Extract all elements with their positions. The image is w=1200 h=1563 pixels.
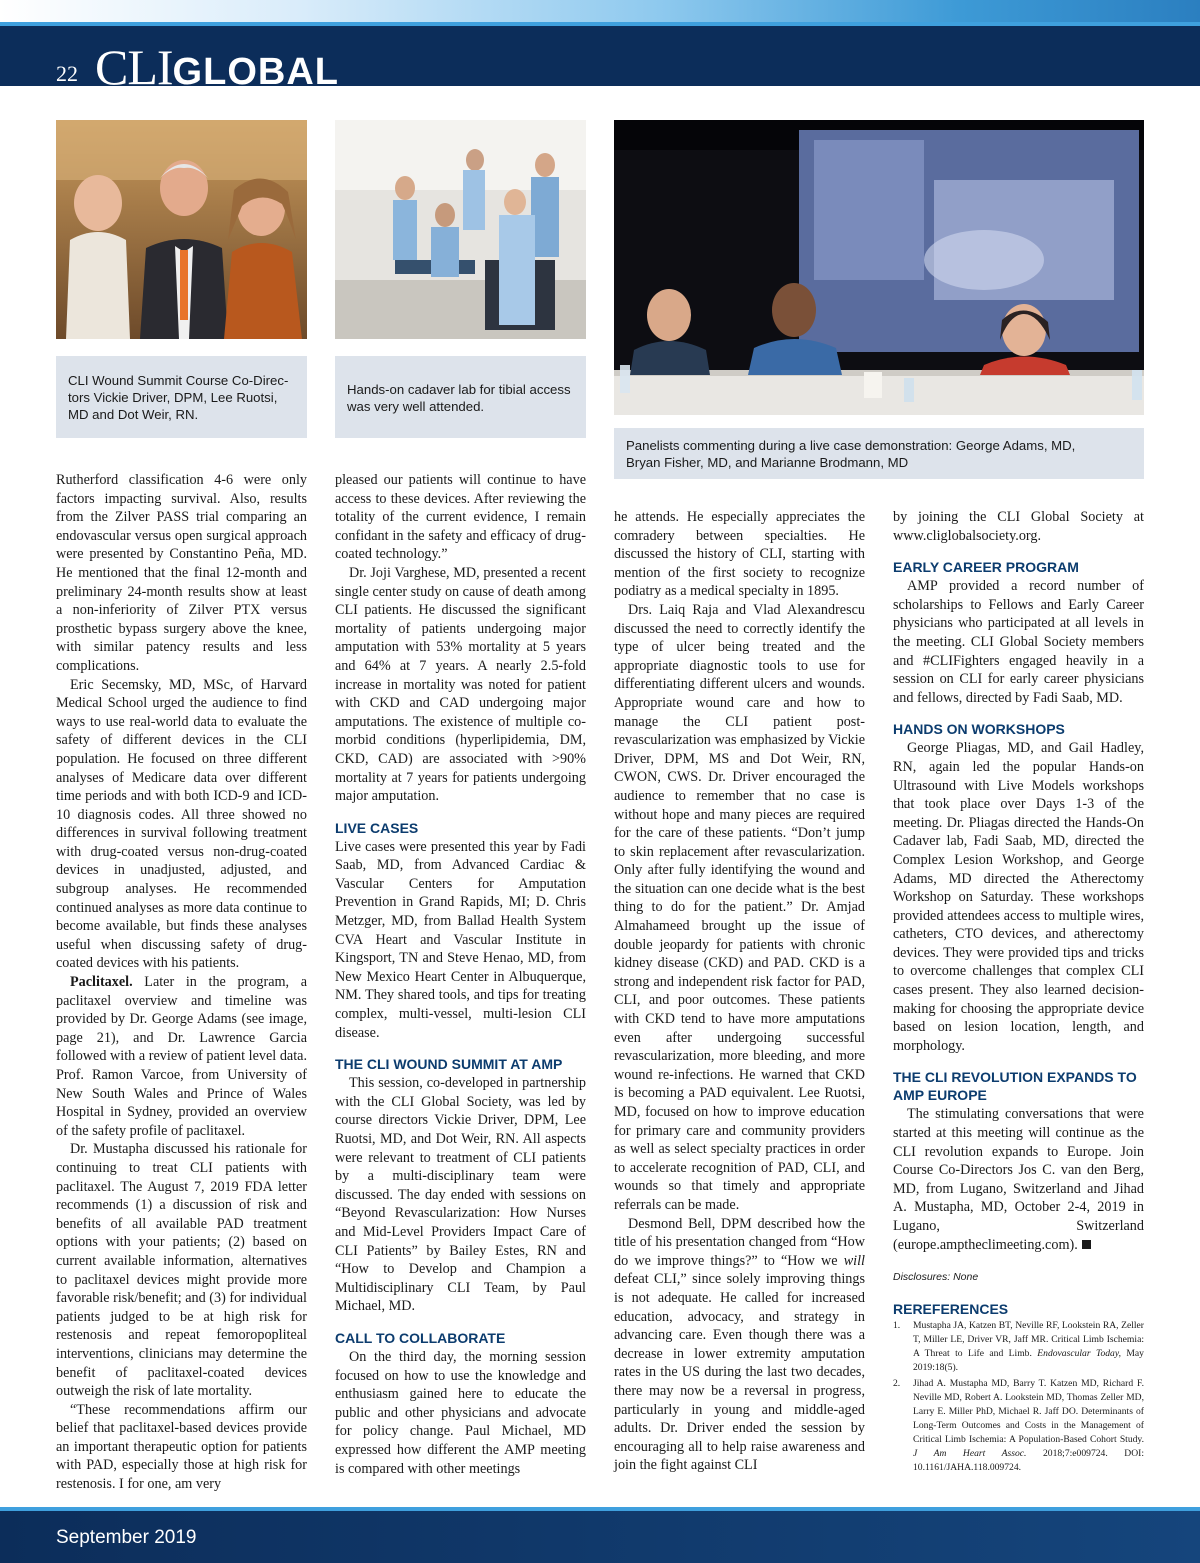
reference-tail: 2018;7:e009724. DOI: 10.1161/JAHA.118.009724.: [913, 1447, 1144, 1473]
section-heading: LIVE CASES: [335, 819, 419, 836]
body-paragraph: “These recommendations affirm our belief that paclitaxel-based devices provide an important therapeutic option for patients with PAD, especially those at high risk for restenosis. I for one, am very: [56, 1401, 307, 1493]
body-paragraph: On the third day, the morning session focused on how to use the knowledge and enthusiasm gained here to educate the public and other physicians and advocate for policy change. Paul Michael, MD expressed how different the AMP meeting is compared with other meetings: [335, 1348, 586, 1477]
footer-rule: [0, 1507, 1200, 1511]
reference-item: [893, 1377, 1144, 1475]
body-paragraph: [56, 973, 307, 1140]
references-list: [893, 1319, 1144, 1475]
reference-journal: J Am Heart Assoc.: [913, 1447, 1027, 1459]
logo-cli-text: CLI: [95, 39, 173, 86]
run-in-head: Paclitaxel.: [70, 974, 133, 991]
issue-date: September 2019: [56, 1527, 197, 1548]
paragraph-text: Desmond Bell, DPM described how the title of his presentation changed from “How do we improve things?” to “How we: [614, 1215, 865, 1269]
caption-line: Bryan Fisher, MD, and Marianne Brodmann, MD: [626, 455, 909, 470]
section-heading: HANDS ON WORKSHOPS: [893, 721, 1065, 738]
cli-global-logo: [95, 38, 339, 86]
body-paragraph: [614, 1215, 865, 1475]
reference-item: [893, 1319, 1144, 1375]
paragraph-text: The stimulating conversations that were started at this meeting will continue as the CLI revolution expands to Europe. Join Course Co-Directors Jos C. van den Berg, MD, from Lugano, Switzerland and Jihad A. Mustapha, MD, October 2-4, 2019 in Lugano, Switzerland (europe.amptheclimeeting.com).: [893, 1106, 1144, 1253]
logo-global-text: GLOBAL: [172, 51, 339, 86]
course-co-directors-photo: [56, 120, 307, 339]
reference-journal: Endovascular Today,: [1037, 1347, 1121, 1359]
body-paragraph: Dr. Joji Varghese, MD, presented a recent single center study on cause of death among CLI patients. He discussed the significant mortality of patients undergoing major amputation with 53% mortality at 5 years and 64% at 7 years. A nearly 2.5-fold increase in mortality was noted for patient with CKD and CAD undergoing major amputations. The existence of multiple co-morbid conditions (hyperlipidemia, DM, CKD, CAD) are associated with >90% mortality at 7 years for patients undergoing major amputation.: [335, 564, 586, 805]
reference-number: 1.: [893, 1319, 901, 1331]
body-paragraph: Live cases were presented this year by Fadi Saab, MD, from Advanced Cardiac & Vascular Centers for Amputation Prevention in Grand Rapids, MI; D. Chris Metzger, MD, from Ballad Health System CVA Heart and Vascular Institute in Kingsport, TN and Steve Henao, MD, from New Mexico Heart Center in Albuquerque, NM. They shared tools, and tips for treating complex, multi-vessel, multi-lesion CLI disease.: [335, 838, 586, 1041]
paragraph-text: Later in the program, a paclitaxel overview and timeline was provided by Dr. George Adams (see image, page 21), and Dr. Lawrence Garcia followed with a review of patient level data. Prof. Ramon Varcoe, from University of New South Wales and Prince of Wales Hospital in Sydney, provided an overview of the safety profile of paclitaxel.: [56, 974, 307, 1139]
section-heading: CALL TO COLLABORATE: [335, 1329, 506, 1346]
references-heading: REREFERENCES: [893, 1300, 1009, 1317]
caption-line: MD and Dot Weir, RN.: [68, 407, 199, 422]
caption-line: CLI Wound Summit Course Co-Direc-: [68, 373, 289, 388]
body-paragraph: Drs. Laiq Raja and Vlad Alexandrescu discussed the need to correctly identify the type of ulcer being treated and the appropriate diagnostic tools to use for differentiating different ulcers and wounds. Appropriate wound care and how to manage the CLI patient post-revascularization was emphasized by Vickie Driver, DPM, MS and Dot Weir, RN, CWON, CWS. Dr. Driver encouraged the audience to remember that no case is without hope and many pieces are required for the care of these patients. “Don’t jump to skin replacement after revascularization. Only after fully identifying the wound and the situation can one decide what is the best thing to do for the patient.” Dr. Amjad Almahameed brought up the issue of double jeopardy for patients with chronic kidney disease (CKD) and PAD. CKD is a strong and independent risk factor for PAD, CLI, and poor outcomes. These patients with CKD tend to have more amputations even after undergoing successful revascularization, more bleeding, and more wound re-infections. He warned that CKD is becoming a PAD equivalent. Lee Ruotsi, MD, focused on how to improve education for primary care and community providers as well as select specialty practices in order to accelerate recognition of PAD, CLI, and wounds so that timely and appropriate referrals can be made.: [614, 601, 866, 1213]
article-column-3: [614, 508, 865, 1475]
paragraph-text: defeat CLI,” since solely improving things is not adequate. He called for increased education, advocacy, and strategy in advancing care. Even though there was a decrease in lower extremity amputation rates in the US during the last two decades, there may now be a reversal in progress, particularly in young and middle-aged adults. Dr. Driver ended the session by encouraging all to help raise awareness and join the fight against CLI: [614, 1271, 865, 1474]
section-heading: EARLY CAREER PROGRAM: [893, 559, 1079, 576]
photo-caption: [614, 428, 1144, 479]
masthead-rule: [0, 22, 1200, 26]
cadaver-lab-photo: [335, 120, 586, 339]
end-mark-icon: [1082, 1240, 1091, 1249]
body-paragraph: [893, 1105, 1144, 1254]
caption-line: Panelists commenting during a live case demonstration: George Adams, MD,: [626, 438, 1076, 453]
body-paragraph: AMP provided a record number of scholarships to Fellows and Early Career physicians who participated at all levels in the meeting. CLI Global Society members and #CLIFighters engaged heavily in a session on CLI for early career physicians and fellows, directed by Fadi Saab, MD.: [893, 578, 1144, 706]
photo-caption: [335, 356, 586, 438]
body-paragraph: George Pliagas, MD, and Gail Hadley, RN, again led the popular Hands-on Ultrasound with Live Models workshops that took place over Days 1-3 of the meeting. Dr. Pliagas directed the Hands-On Cadaver lab, Fadi Saab, MD, directed the Complex Lesion Workshop, and George Adams, MD directed the Atherectomy Workshop on Saturday. These workshops provided attendees access to multiple wires, catheters, CTO devices, and atherectomy devices. They were provided tips and tricks to overcome challenges that complex CLI cases present. They also learned decision-making for choosing the appropriate device based on lesion location, length, and morphology.: [893, 740, 1144, 1054]
body-paragraph: by joining the CLI Global Society at www.cliglobalsociety.org.: [893, 509, 1144, 544]
disclosures-note: Disclosures: None: [893, 1271, 979, 1284]
body-paragraph: This session, co-developed in partnership with the CLI Global Society, was led by course directors Vickie Driver, DPM, Lee Ruotsi, MD, and Dot Weir, RN. All aspects were relevant to treatment of CLI patients by a multi-disciplinary team were discussed. The day ended with sessions on “Beyond Revascularization: How Nurses and Mid-Level Providers Impact Care of CLI Patients” by Bailey Estes, RN and “How to Develop and Champion a Multidisciplinary CLI Team, by Paul Michael, MD.: [335, 1075, 586, 1315]
section-heading: THE CLI REVOLUTION EXPANDS TO AMP EUROPE: [893, 1069, 1137, 1104]
body-paragraph: Dr. Mustapha discussed his rationale for continuing to treat CLI patients with paclitaxel. The August 7, 2019 FDA letter recommends (1) a discussion of risk and benefits of all available PAD treatment options with your patients; (2) based on current available information, alternatives to paclitaxel devices might provide more favorable risk/benefit; and (3) for individual patients judged to be at high risk for restenosis and repeat femoropopliteal interventions, clinicians may determine the benefit of paclitaxel-coated devices outweigh the risk of late mortality.: [56, 1141, 307, 1400]
article-column-2: [335, 471, 586, 1478]
footer-banner: [0, 1507, 1200, 1563]
caption-line: was very well attended.: [347, 399, 485, 414]
body-paragraph: pleased our patients will continue to have access to these devices. After reviewing the totality of the current evidence, I remain confidant in the safety and efficacy of drug-coated technology.”: [335, 472, 586, 563]
caption-line: Hands-on cadaver lab for tibial access: [347, 382, 571, 397]
panelists-photo: [614, 120, 1144, 415]
article-column-1: [56, 471, 307, 1494]
reference-text: Jihad A. Mustapha MD, Barry T. Katzen MD, Richard F. Neville MD, Robert A. Lookstein MD, Thomas Zeller MD, Larry E. Miller PhD, Michael R. Jaff DO. Determinants of Long-Term Outcomes and Costs in the Management of Critical Limb Ischemia: A Population-Based Cohort Study.: [913, 1377, 1144, 1445]
caption-line: tors Vickie Driver, DPM, Lee Ruotsi,: [68, 390, 278, 405]
emphasis-text: will: [843, 1252, 865, 1269]
masthead-banner: [0, 0, 1200, 86]
reference-tail: May 2019:18(5).: [913, 1347, 1144, 1373]
body-paragraph: Rutherford classification 4-6 were only factors impacting survival. Also, results from the Zilver PASS trial comparing an endovascular versus open surgical approach were presented by Constantino Peña, MD. He mentioned that the final 12-month and preliminary 24-month results show at least a non-inferiority of Zilver PTX versus prosthetic bypass surgery above the knee, with similar patency results and less complications.: [56, 472, 307, 674]
article-column-4: [893, 508, 1144, 1477]
section-heading: THE CLI WOUND SUMMIT AT AMP: [335, 1056, 563, 1073]
reference-text: Mustapha JA, Katzen BT, Neville RF, Lookstein RA, Zeller T, Miller LE, Driver VR, Jaff MR. Critical Limb Ischemia: A Threat to Life and Limb.: [913, 1319, 1144, 1359]
body-paragraph: he attends. He especially appreciates the comradery between specialties. He discussed the history of CLI, starting with mention of the first society to recognize podiatry as a medical specialty in 1895.: [614, 509, 865, 600]
page-number: 22: [56, 61, 78, 86]
photo-caption: [56, 356, 307, 438]
masthead-sky-strip: [0, 0, 1200, 22]
body-paragraph: Eric Secemsky, MD, MSc, of Harvard Medical School urged the audience to find ways to use real-world data to evaluate the safety of different devices in the CLI population. He focused on three different analyses of Medicare data over different time periods and with both ICD-9 and ICD-10 diagnosis codes. All three showed no differences in survival following treatment with drug-coated versus non-drug-coated devices in unadjusted, adjusted, and subgroup analyses. He recommended continued analyses as more data continue to become available, but finds these analyses useful when discussing safety of drug-coated devices with his patients.: [56, 676, 307, 972]
reference-number: 2.: [893, 1377, 901, 1389]
